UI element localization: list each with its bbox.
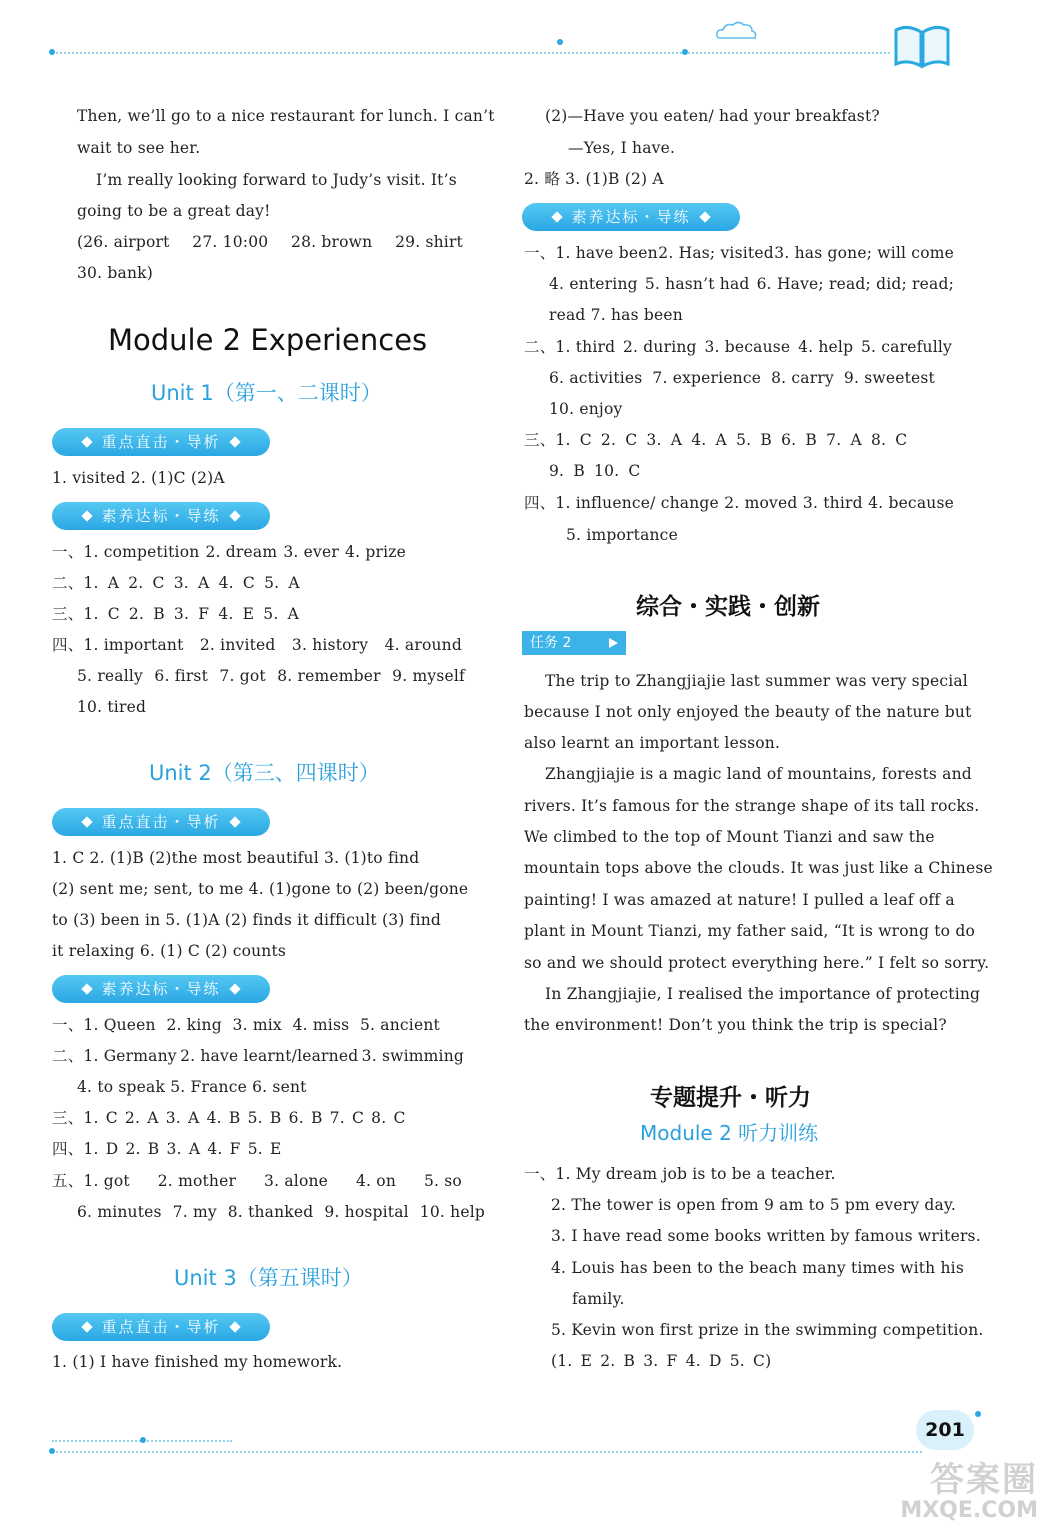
item: 5. carefully <box>860 338 952 356</box>
item: 2. moved <box>724 494 798 512</box>
unit2-a-3: to (3) been in 5. (1)A (2) finds it difficult (3) find <box>52 911 442 929</box>
item: 一、1. competition <box>52 543 200 561</box>
listen-line-4: 4. Louis has been to the beach many times with his <box>551 1259 964 1277</box>
essay-line-2: because I not only enjoyed the beauty of the nature but <box>524 703 972 721</box>
item: 8. thanked <box>227 1203 314 1221</box>
answer-28: 28. brown <box>291 233 373 251</box>
listen-line-2: 2. The tower is open from 9 am to 5 pm every day. <box>551 1196 957 1214</box>
header-dotted-line <box>52 52 890 54</box>
unit3-section-button-1 <box>52 1313 270 1341</box>
unit2-a-2: (2) sent me; sent, to me 4. (1)gone to (2) been/gone <box>52 880 469 898</box>
essay-line-10: so and we should protect everything here.” I felt so sorry. <box>524 954 990 972</box>
essay-line-11: In Zhangjiajie, I realised the importance of protecting <box>545 985 981 1003</box>
footer-dot-right <box>975 1411 981 1417</box>
item: 5. hasn’t had <box>644 275 750 293</box>
listen-line-5: family. <box>572 1290 625 1308</box>
intro-line-3: I’m really looking forward to Judy’s visit. It’s <box>96 171 457 189</box>
item: 5. really <box>77 667 144 685</box>
right-c-4 <box>524 337 952 357</box>
button-label: 重点直击・导析 <box>101 1318 221 1336</box>
right-section-button <box>522 203 740 231</box>
answer-26: (26. airport <box>77 233 170 251</box>
right-c-5 <box>549 368 935 388</box>
unit2-a-1: 1. C 2. (1)B (2)the most beautiful 3. (1)to find <box>52 849 420 867</box>
task-2-label <box>522 631 626 655</box>
play-arrow-icon <box>609 638 618 648</box>
header-dot-left <box>49 49 55 55</box>
unit2-section-button-2 <box>52 975 270 1003</box>
answer-30: 30. bank) <box>77 264 153 282</box>
unit2-title: Unit 2（第三、四课时） <box>149 761 380 785</box>
item: 2. invited <box>199 636 276 654</box>
unit2-b-2 <box>52 1046 464 1066</box>
unit1-answer-1: 1. visited 2. (1)C (2)A <box>52 469 225 487</box>
item: 3. ever <box>283 543 339 561</box>
unit2-b-3: 4. to speak 5. France 6. sent <box>77 1078 307 1096</box>
button-label: 素养达标・导练 <box>101 980 221 998</box>
item: 2. dream <box>205 543 278 561</box>
watermark <box>862 1462 1038 1528</box>
item: 4. because <box>868 494 954 512</box>
unit1-row-2: 二、1. A 2. C 3. A 4. C 5. A <box>52 574 300 592</box>
listen-line-1: 一、1. My dream job is to be a teacher. <box>524 1165 836 1183</box>
unit1-row-3: 三、1. C 2. B 3. F 4. E 5. A <box>52 605 299 623</box>
essay-line-5: rivers. It’s famous for the strange shape of its tall rocks. <box>524 797 980 815</box>
header-dot-right <box>682 49 688 55</box>
item: 8. carry <box>771 369 834 387</box>
button-label: 重点直击・导析 <box>101 433 221 451</box>
unit3-title: Unit 3（第五课时） <box>174 1266 363 1290</box>
item: 7. my <box>172 1203 217 1221</box>
unit2-b-6 <box>52 1171 462 1191</box>
diamond-icon <box>82 983 93 994</box>
diamond-icon <box>699 211 710 222</box>
listen-line-6: 5. Kevin won first prize in the swimming competition. <box>551 1321 984 1339</box>
item: 5. so <box>423 1172 462 1190</box>
item: 10. help <box>419 1203 485 1221</box>
item: 4. help <box>798 338 854 356</box>
diamond-icon <box>552 211 563 222</box>
unit2-section-button-1 <box>52 808 270 836</box>
item: 一、1. have been <box>524 244 658 262</box>
item: 2. king <box>166 1016 222 1034</box>
diamond-icon <box>82 816 93 827</box>
page-number: 201 <box>916 1410 974 1450</box>
button-label: 素养达标・导练 <box>571 208 691 226</box>
answer-29: 29. shirt <box>395 233 463 251</box>
item: 2. have learnt/learned <box>180 1047 359 1065</box>
listen-line-3: 3. I have read some books written by famous writers. <box>551 1227 981 1245</box>
item: 9. myself <box>392 667 465 685</box>
right-c-2 <box>549 274 954 294</box>
essay-line-12: the environment! Don’t you think the trip is special? <box>524 1016 947 1034</box>
item: 7. got <box>219 667 266 685</box>
item: 3. history <box>291 636 369 654</box>
unit1-section-button-2 <box>52 502 270 530</box>
item: 9. sweetest <box>843 369 935 387</box>
right-c-6: 10. enjoy <box>549 400 623 418</box>
item: 3. third <box>802 494 863 512</box>
listen-line-7: (1. E 2. B 3. F 4. D 5. C) <box>551 1352 772 1370</box>
open-book-icon <box>892 22 952 70</box>
diamond-icon <box>229 816 240 827</box>
item: 3. because <box>704 338 791 356</box>
right-c-7: 三、1. C 2. C 3. A 4. A 5. B 6. B 7. A 8. C <box>524 431 908 449</box>
item: 二、1. Germany <box>52 1047 177 1065</box>
watermark-text-cn: 答案圈 <box>930 1460 1038 1500</box>
intro-line-4: going to be a great day! <box>77 202 271 220</box>
essay-line-3: also learnt an important lesson. <box>524 734 781 752</box>
item: 4. around <box>384 636 462 654</box>
item: 二、1. third <box>524 338 616 356</box>
right-c-8: 9. B 10. C <box>549 462 641 480</box>
section-title-listening: 专题提升・听力 <box>650 1084 811 1111</box>
item: 3. alone <box>264 1172 329 1190</box>
intro-line-2: wait to see her. <box>77 139 201 157</box>
item: 8. remember <box>277 667 381 685</box>
right-top-1: (2)—Have you eaten/ had your breakfast? <box>545 107 880 125</box>
cloud-icon <box>714 20 758 42</box>
diamond-icon <box>229 983 240 994</box>
unit2-b-1 <box>52 1015 440 1035</box>
unit2-a-4: it relaxing 6. (1) C (2) counts <box>52 942 287 960</box>
unit3-a-1: 1. (1) I have finished my homework. <box>52 1353 343 1371</box>
unit2-b-4: 三、1. C 2. A 3. A 4. B 5. B 6. B 7. C 8. C <box>52 1109 406 1127</box>
essay-line-6: We climbed to the top of Mount Tianzi and saw the <box>524 828 935 846</box>
item: 4. entering <box>549 275 638 293</box>
item: 6. first <box>154 667 209 685</box>
diamond-icon <box>229 510 240 521</box>
right-top-2: —Yes, I have. <box>568 139 676 157</box>
essay-line-8: painting! I was amazed at nature! I pulled a leaf off a <box>524 891 955 909</box>
intro-line-1: Then, we’ll go to a nice restaurant for lunch. I can’t <box>77 107 495 125</box>
diamond-icon <box>82 436 93 447</box>
answer-27: 27. 10:00 <box>192 233 269 251</box>
right-c-10: 5. importance <box>566 526 678 544</box>
right-c-1 <box>524 243 954 263</box>
item: 四、1. important <box>52 636 184 654</box>
item: 四、1. influence/ change <box>524 494 719 512</box>
unit1-row-6: 10. tired <box>77 698 147 716</box>
footer-dot-left <box>49 1448 55 1454</box>
unit1-row-4 <box>52 635 462 655</box>
essay-line-7: mountain tops above the clouds. It was just like a Chinese <box>524 859 993 877</box>
unit1-section-button-1 <box>52 428 270 456</box>
item: 2. during <box>622 338 697 356</box>
item: 3. mix <box>232 1016 282 1034</box>
item: 一、1. Queen <box>52 1016 156 1034</box>
right-c-9 <box>524 493 954 513</box>
unit1-row-5 <box>77 666 465 686</box>
button-label: 素养达标・导练 <box>101 507 221 525</box>
item: 3. has gone; will come <box>774 244 954 262</box>
item: 4. prize <box>345 543 406 561</box>
section-title-practice: 综合・实践・创新 <box>636 593 820 620</box>
listening-title: Module 2 听力训练 <box>640 1121 819 1145</box>
header-dot-mid <box>557 39 563 45</box>
watermark-text-url: MXQE.COM <box>900 1498 1038 1523</box>
right-c-3: read 7. has been <box>549 306 683 324</box>
item: 5. ancient <box>359 1016 440 1034</box>
unit2-b-5: 四、1. D 2. B 3. A 4. F 5. E <box>52 1140 282 1158</box>
module-title: Module 2 Experiences <box>108 323 428 357</box>
item: 4. on <box>355 1172 397 1190</box>
task-label-text: 任务 2 <box>530 635 572 651</box>
diamond-icon <box>229 1321 240 1332</box>
unit1-title: Unit 1（第一、二课时） <box>151 381 382 405</box>
essay-line-4: Zhangjiajie is a magic land of mountains, forests and <box>545 765 972 783</box>
item: 6. activities <box>549 369 643 387</box>
item: 3. swimming <box>361 1047 464 1065</box>
footer-dotted-line <box>52 1451 922 1453</box>
item: 4. miss <box>292 1016 350 1034</box>
diamond-icon <box>82 510 93 521</box>
button-label: 重点直击・导析 <box>101 813 221 831</box>
item: 2. mother <box>157 1172 237 1190</box>
diamond-icon <box>82 1321 93 1332</box>
item: 6. minutes <box>77 1203 162 1221</box>
essay-line-1: The trip to Zhangjiajie last summer was very special <box>545 672 968 690</box>
essay-line-9: plant in Mount Tianzi, my father said, “It is wrong to do <box>524 922 975 940</box>
item: 9. hospital <box>324 1203 409 1221</box>
unit1-row-1 <box>52 542 406 562</box>
diamond-icon <box>229 436 240 447</box>
item: 7. experience <box>652 369 762 387</box>
right-top-3: 2. 略 3. (1)B (2) A <box>524 170 664 188</box>
unit2-b-7 <box>77 1202 485 1222</box>
footer-dot-mid <box>140 1437 146 1443</box>
item: 2. Has; visited <box>658 244 774 262</box>
item: 五、1. got <box>52 1172 130 1190</box>
item: 6. Have; read; did; read; <box>756 275 954 293</box>
answers-26-30 <box>77 232 463 252</box>
